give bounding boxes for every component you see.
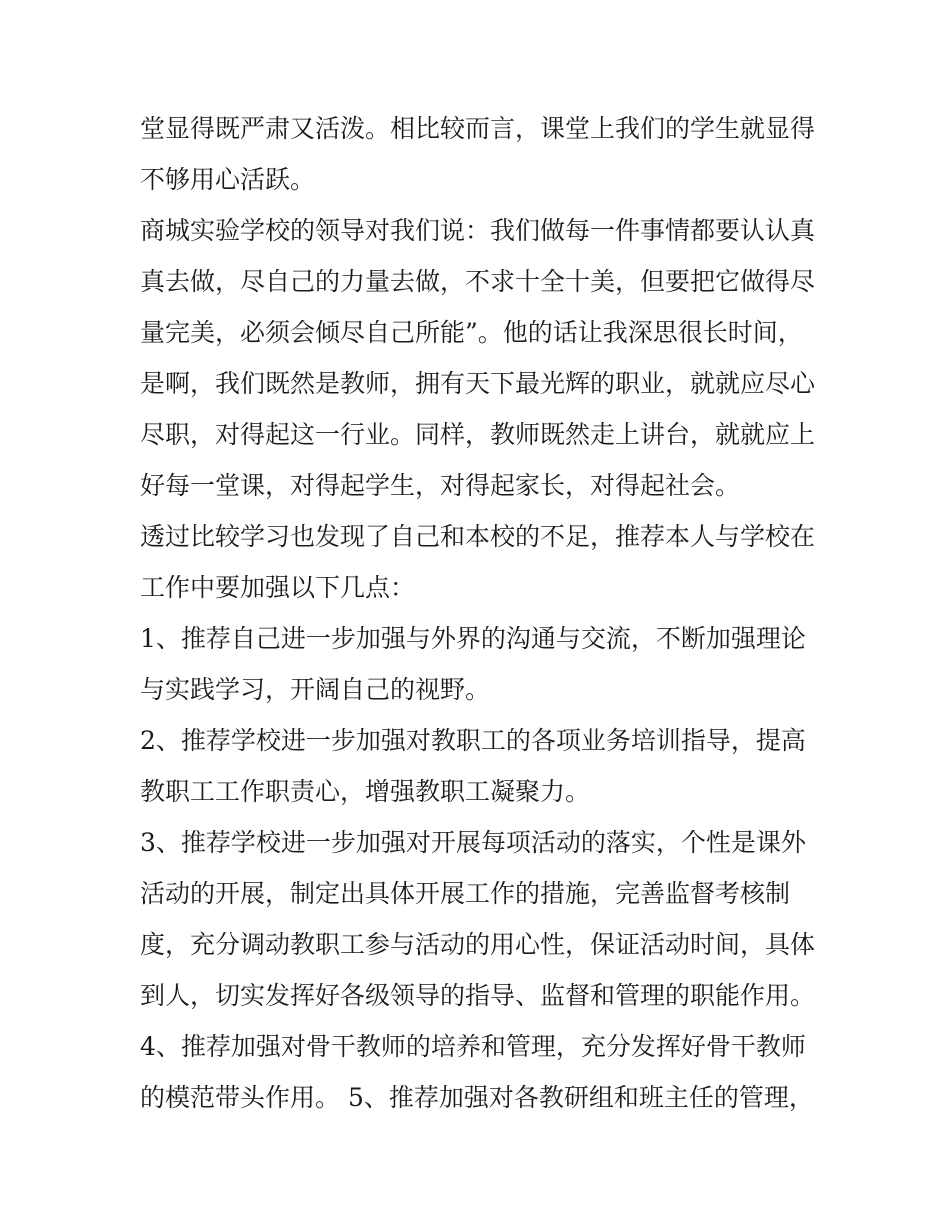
text-line-8: 好每一堂课，对得起学生，对得起家长，对得起社会。 xyxy=(140,471,741,500)
text-line-19: 4、推荐加强对骨干教师的培养和管理，充分发挥好骨干教师 xyxy=(140,1032,806,1061)
text-line-5: 量完美，必须会倾尽自己所能”。他的话让我深思很长时间， xyxy=(140,318,803,347)
body-text xyxy=(140,103,820,1123)
text-line-4: 真去做，尽自己的力量去做，不求十全十美，但要把它做得尽 xyxy=(140,267,816,296)
text-line-16: 活动的开展，制定出具体开展工作的措施，完善监督考核制 xyxy=(140,879,791,908)
text-line-12: 与实践学习，开阔自己的视野。 xyxy=(140,675,491,704)
text-line-15: 3、推荐学校进一步加强对开展每项活动的落实，个性是课外 xyxy=(140,828,806,857)
text-line-17: 度，充分调动教职工参与活动的用心性，保证活动时间，具体 xyxy=(140,930,816,959)
text-line-9: 透过比较学习也发现了自己和本校的不足，推荐本人与学校在 xyxy=(140,522,816,551)
text-line-2: 不够用心活跃。 xyxy=(140,165,316,194)
text-line-18: 到人，切实发挥好各级领导的指导、监督和管理的职能作用。 xyxy=(140,981,816,1010)
text-line-1: 堂显得既严肃又活泼。相比较而言，课堂上我们的学生就显得 xyxy=(140,114,816,143)
text-line-7: 尽职，对得起这一行业。同样，教师既然走上讲台，就就应上 xyxy=(140,420,816,449)
text-line-20: 的模范带头作用。 5、推荐加强对各教研组和班主任的管理， xyxy=(140,1083,814,1112)
text-line-11: 1、推荐自己进一步加强与外界的沟通与交流，不断加强理论 xyxy=(140,624,806,653)
text-line-3: 商城实验学校的领导对我们说：我们做每一件事情都要认认真 xyxy=(140,216,816,245)
text-line-13: 2、推荐学校进一步加强对教职工的各项业务培训指导，提高 xyxy=(140,726,806,755)
text-line-10: 工作中要加强以下几点： xyxy=(140,573,416,602)
text-line-14: 教职工工作职责心，增强教职工凝聚力。 xyxy=(140,777,591,806)
text-line-6: 是啊，我们既然是教师，拥有天下最光辉的职业，就就应尽心 xyxy=(140,369,816,398)
